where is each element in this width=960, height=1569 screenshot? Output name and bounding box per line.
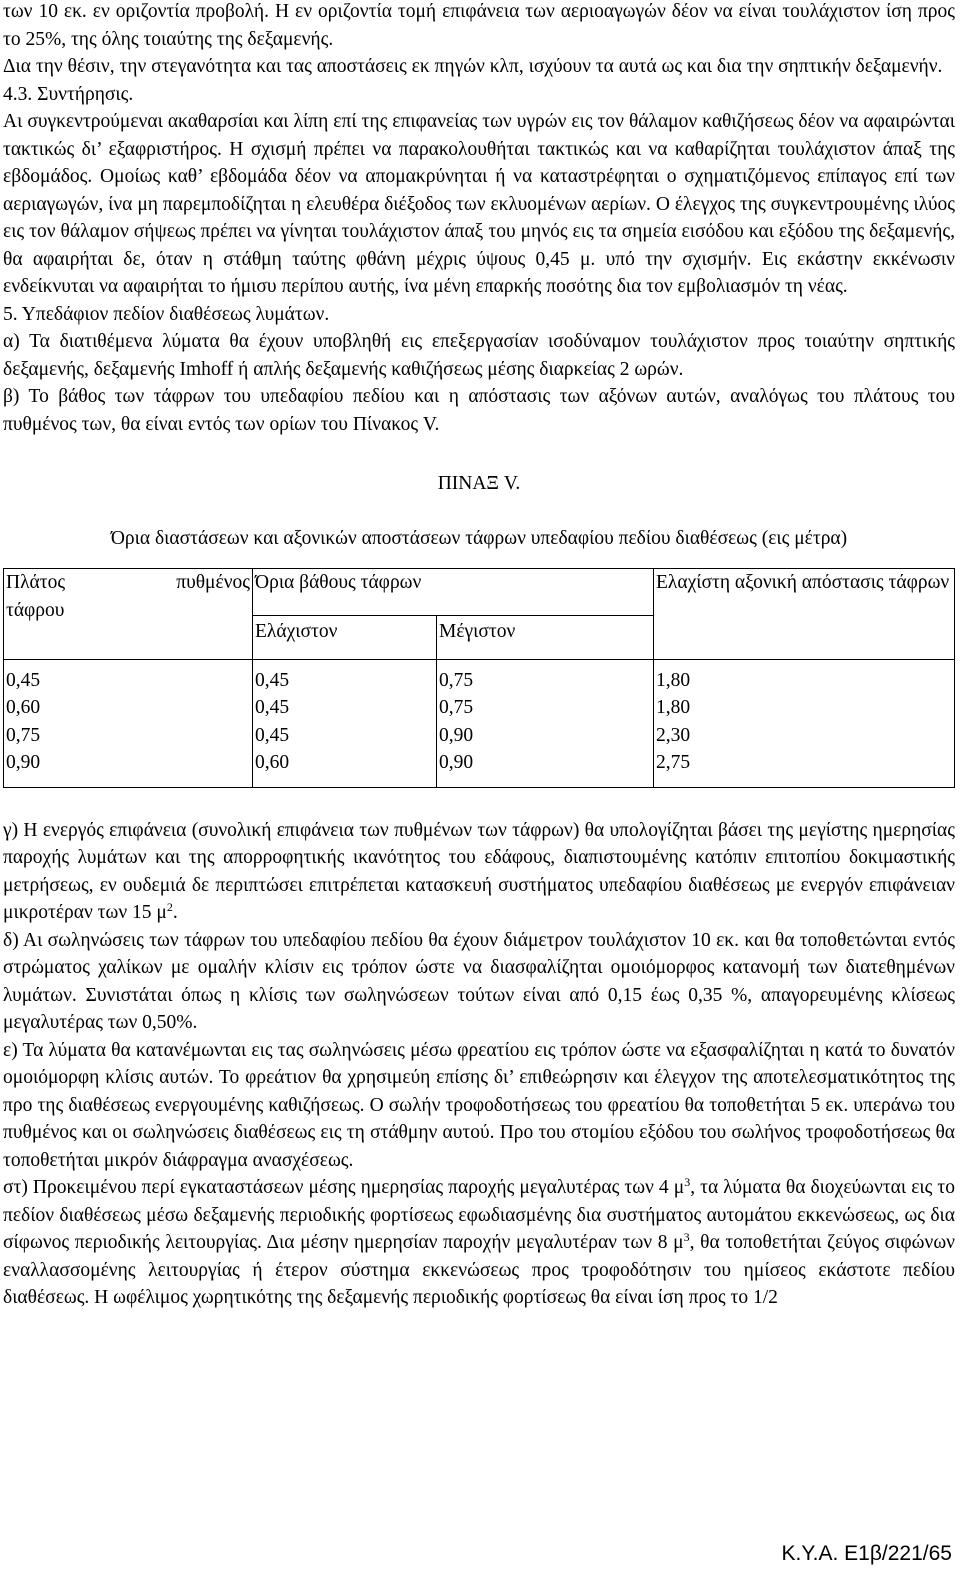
section-heading-5: 5. Υπεδάφιον πεδίον διαθέσεως λυμάτων.: [3, 303, 330, 325]
trench-limits-table: [3, 568, 955, 788]
intro-paragraph-2: Δια την θέσιν, την στεγανότητα και τας αποστάσεις εκ πηγών κλπ, ισχύουν τα αυτά ως και δια την σηπτικήν δεξαμενήν.: [3, 56, 943, 77]
paragraph-c-end: .: [172, 902, 178, 923]
paragraph-st-part-1: στ) Προκειμένου περί εγκαταστάσεων μέσης ημερησίας παροχής μεγαλυτέρας των 4 μ: [3, 1177, 685, 1198]
min-depth-value: 0,45: [255, 669, 290, 691]
header-minimum: Ελάχιστον: [253, 616, 437, 660]
max-depth-value: 0,75: [439, 669, 474, 691]
width-values-cell: [4, 659, 253, 787]
max-depth-value: 0,90: [439, 724, 474, 746]
max-depth-values-cell: [437, 659, 654, 787]
header-width-word-3: τάφρου: [6, 599, 65, 621]
document-page: [3, 0, 955, 1312]
min-depth-value: 0,45: [255, 724, 290, 746]
width-value: 0,75: [6, 724, 41, 746]
paragraph-c-superscript: 2: [166, 900, 173, 914]
paragraph-st-part-3: , θα τοποθετήται ζεύγος σιφώνων εναλλασσομένης λειτουργίας ή έτερον σύστημα εκκενώσεως προς τροφοδότησιν του ημίσεος εκάστοτε πεδίου διαθέσεως. Η ωφέλιμος χωρητικότης της δεξαμενής περιοδικής φορτίσεως θα είναι ίση προς το 1/2: [3, 1232, 955, 1308]
paragraph-st: [3, 1174, 955, 1312]
paragraph-e: ε) Τα λύματα θα κατανέμωνται εις τας σωληνώσεις μέσω φρεατίου εις τρόπον ώστε να εξασφαλίζηται η κατά το δυνατόν ομοιόμορφη κλίσις αυτών. Το φρεάτιον θα χρησιμεύη επίσης δι’ επιθεώρησιν και έλεγχον της αποτελεσματικότητος της προ της διαθέσεως ενεργουμένης καθιζήσεως. Ο σωλήν τροφοδοτήσεως του φρεατίου θα τοποθετήται 5 εκ. υπεράνω του πυθμένος και οι σωληνώσεις διαθέσεως εις τη στάθμην αυτού. Προ του στομίου εξόδου του σωλήνος τροφοδοτήσεως θα τοποθετήται μικρόν διάφραγμα ανασχέσεως.: [3, 1039, 955, 1171]
header-bottom-width: [4, 569, 253, 660]
paragraph-st-superscript-2: 3: [683, 1230, 690, 1244]
table-title: ΠΙΝΑΞ V.: [437, 473, 521, 494]
header-width-word-2: πυθμένος: [176, 572, 250, 593]
header-depth-limits: Όρια βάθους τάφρων: [253, 569, 654, 616]
width-value: 0,60: [6, 697, 41, 718]
width-value: 0,90: [6, 752, 41, 773]
spacing-value: 2,75: [656, 752, 691, 773]
section-heading-4-3: 4.3. Συντήρησις.: [3, 83, 134, 105]
spacing-value: 2,30: [656, 724, 691, 746]
min-depth-value: 0,60: [255, 752, 290, 773]
header-width-word-1: Πλάτος: [6, 572, 66, 593]
paragraph-c-text: γ) Η ενεργός επιφάνεια (συνολική επιφάνεια των πυθμένων των τάφρων) θα υπολογίζηται βάσει της μεγίστης ημερησίας παροχής λυμάτων και της απορροφητικής ικανότητος του εδάφους, διαπιστουμένης κατόπιν επιτοπίου δοκιμαστικής μετρήσεως, εν ουδεμιά δε περιπτώσει επιτρέπεται κατασκευή συστήματος υπεδαφίου διαθέσεως με ενεργόν επιφάνειαν μικροτέραν των 15 μ: [3, 819, 955, 923]
paragraph-c: [3, 817, 955, 927]
min-depth-value: 0,45: [255, 697, 290, 718]
max-depth-value: 0,90: [439, 752, 474, 773]
min-depth-values-cell: [253, 659, 437, 787]
paragraph-st-superscript-1: 3: [684, 1175, 691, 1189]
intro-paragraph-1: των 10 εκ. εν οριζοντία προβολή. Η εν οριζοντία τομή επιφάνεια των αεριοαγωγών δέον να είναι τουλάχιστον ίση προς το 25%, της όλης τοιαύτης της δεξαμενής.: [3, 1, 955, 50]
paragraph-a: α) Τα διατιθέμενα λύματα θα έχουν υποβληθή εις επεξεργασίαν ισοδύναμον τουλάχιστον προς τοιαύτην σηπτικής δεξαμενής, δεξαμενής Imhoff ή απλής δεξαμενής καθιζήσεως μέσης διαρκείας 2 ωρών.: [3, 331, 955, 380]
spacing-values-cell: [654, 659, 955, 787]
table-row: [4, 659, 955, 787]
width-value: 0,45: [6, 669, 41, 691]
page-footer: Κ.Υ.Α. Ε1β/221/65: [781, 1541, 952, 1565]
paragraph-d: δ) Αι σωληνώσεις των τάφρων του υπεδαφίου πεδίου θα έχουν διάμετρον τουλάχιστον 10 εκ. και θα τοποθετώνται εντός στρώματος χαλίκων με ομαλήν κλίσιν εις τρόπον ώστε να διασφαλίζηται ομοιόμορφος κατανομή των διατεθημένων λυμάτων. Συνιστάται όπως η κλίσις των σωληνώσεων τούτων είναι από 0,15 έως 0,35 %, απαγορευμένης κλίσεως μεγαλυτέρας των 0,50%.: [3, 929, 955, 1033]
spacing-value: 1,80: [656, 697, 691, 718]
header-maximum: Μέγιστον: [437, 616, 654, 660]
table-subtitle: Όρια διαστάσεων και αξονικών αποστάσεων τάφρων υπεδαφίου πεδίου διαθέσεως (εις μέτρα): [110, 527, 848, 549]
maintenance-paragraph: Αι συγκεντρούμεναι ακαθαρσίαι και λίπη επί της επιφανείας των υγρών εις τον θάλαμον καθιζήσεως δέον να αφαιρώνται τακτικώς δι’ εξαφριστήρος. Η σχισμή πρέπει να παρακολουθήται τακτικώς και να καθαρίζηται τουλάχιστον άπαξ της εβδομάδος. Ομοίως καθ’ εβδομάδα δέον να απομακρύνηται ή να καταστρέφηται ο σχηματιζόμενος επίπαγος επί των αεριαγωγών, ίνα μη παρεμποδίζηται η ελευθέρα διέξοδος των εκλυομένων αερίων. Ο έλεγχος της συγκεντρουμένης ιλύος εις τον θάλαμον σήψεως πρέπει να γίνηται τουλάχιστον άπαξ του μηνός εις τα σημεία εισόδου και εξόδου της δεξαμενής, θα αφαιρήται δε, όταν η στάθμη ταύτης φθάνη μέχρις ύψους 0,45 μ. υπό την σχισμήν. Εις εκάστην εκκένωσιν ενδείκνυται να αφαιρήται το ήμισυ περίπου αυτής, ίνα μένη επαρκής ποσότης δια τον εμβολιασμόν τη νέας.: [3, 111, 955, 297]
spacing-value: 1,80: [656, 669, 691, 691]
paragraph-st-part-2: , τα λύματα θα διοχεύωνται εις το πεδίον διαθέσεως μέσω δεξαμενής περιοδικής φορτίσεως εφωδιασμένης δια συστήματος αυτομάτου εκκενώσεως, ως δια σίφωνος περιοδικής λειτουργίας. Δια μέσην ημερησίαν παροχήν μεγαλυτέραν των 8 μ: [3, 1177, 956, 1253]
paragraph-b: β) Το βάθος των τάφρων του υπεδαφίου πεδίου και η απόστασις των αξόνων αυτών, αναλόγως του πλάτους του πυθμένος των, θα είναι εντός των ορίων του Πίνακος V.: [3, 386, 955, 435]
header-min-axial-spacing: Ελαχίστη αξονική απόστασις τάφρων: [654, 569, 955, 660]
max-depth-value: 0,75: [439, 697, 474, 718]
